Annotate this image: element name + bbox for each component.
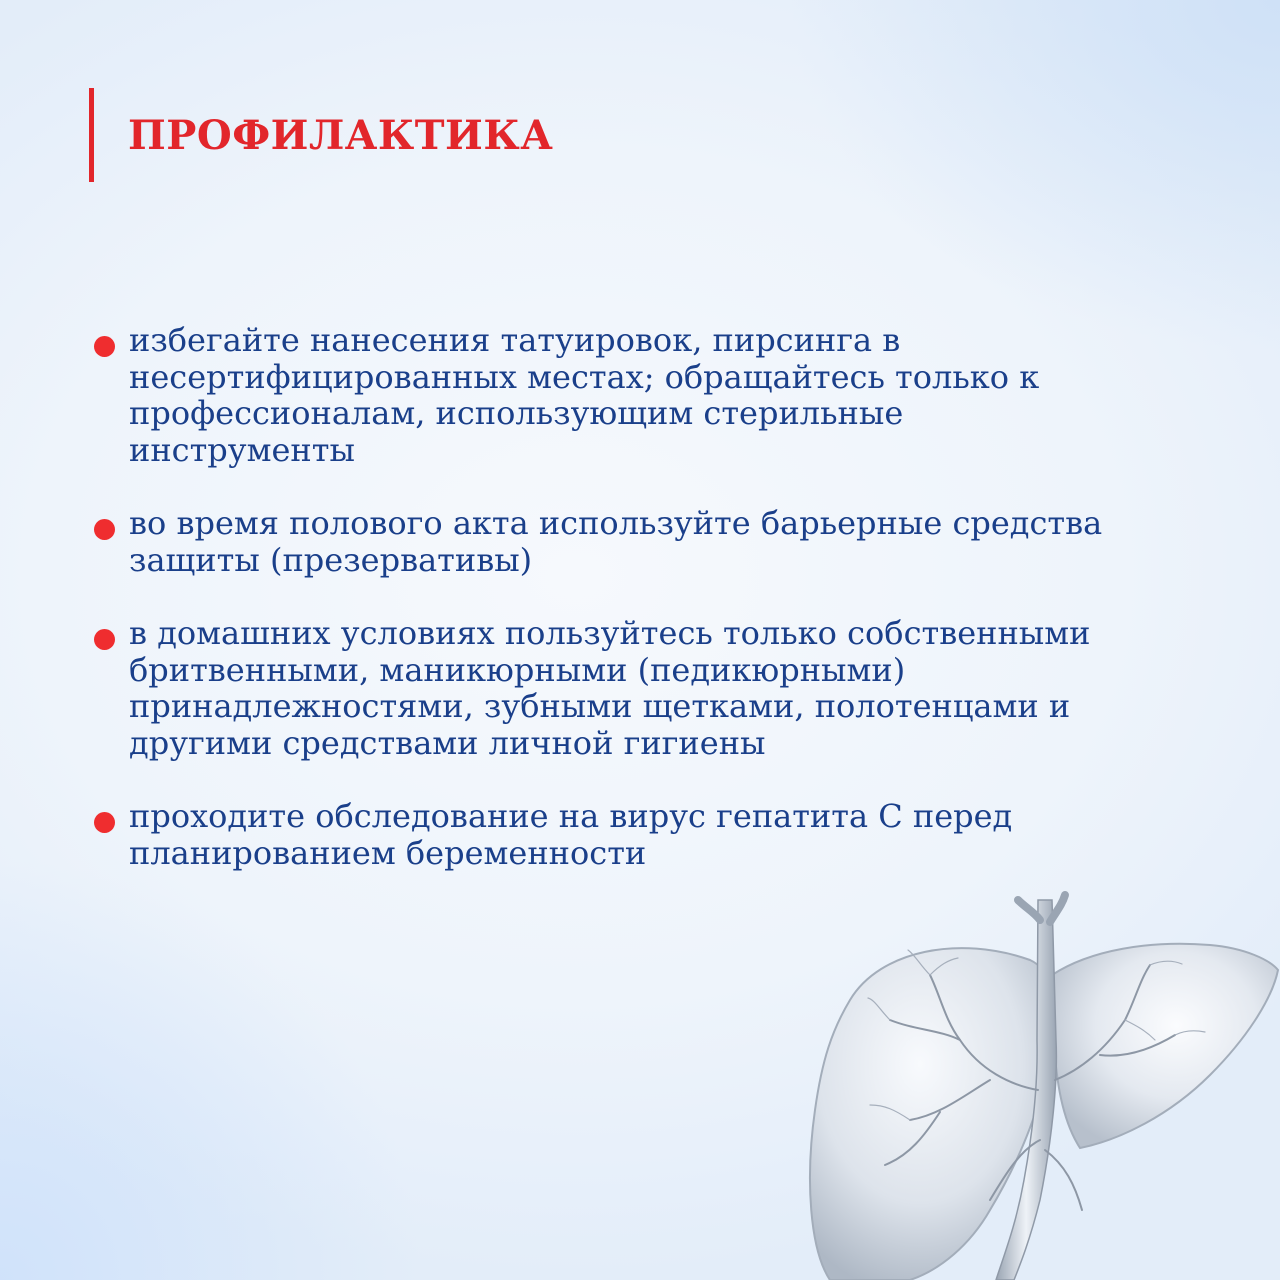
bullet-dot-icon [94, 336, 115, 357]
title-accent-bar [89, 88, 94, 182]
list-item [94, 615, 1104, 761]
bullet-dot-icon [94, 629, 115, 650]
list-item-text: проходите обследование на вирус гепатита С перед планированием беременности [129, 797, 1013, 872]
liver-icon [790, 880, 1280, 1280]
bullet-dot-icon [94, 812, 115, 833]
list-item [94, 798, 1104, 871]
list-item-text: во время полового акта используйте барьерные средства защиты (презервативы) [129, 504, 1103, 579]
list-item-text: в домашних условиях пользуйтесь только собственными бритвенными, маникюрными (педикюрными) принадлежностями, зубными щетками, полотенцами и другими средствами личной гигиены [129, 614, 1091, 762]
list-item [94, 322, 1104, 468]
prevention-list [94, 322, 1104, 871]
list-item-text: избегайте нанесения татуировок, пирсинга в несертифицированных местах; обращайтесь только к профессионалам, использующим стерильные инструменты [129, 321, 1040, 469]
bullet-dot-icon [94, 519, 115, 540]
page-title: ПРОФИЛАКТИКА [128, 112, 554, 159]
list-item [94, 505, 1104, 578]
